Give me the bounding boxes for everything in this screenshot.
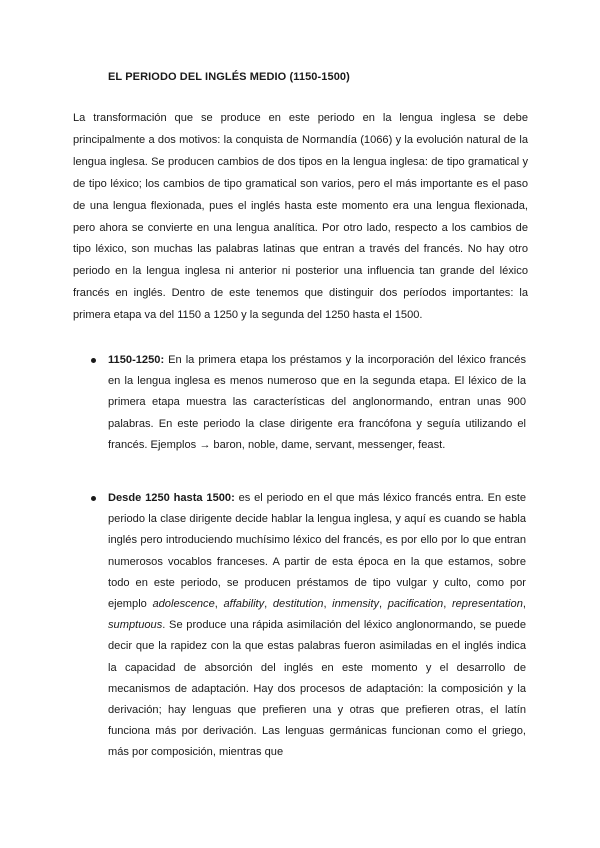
example-word: destitution: [272, 598, 324, 611]
separator: ,: [323, 598, 333, 611]
document-title: EL PERIODO DEL INGLÉS MEDIO (1150-1500): [108, 71, 350, 83]
example-word: sumptuous: [108, 619, 163, 632]
separator: ,: [522, 598, 526, 611]
example-word: pacification: [387, 598, 444, 611]
period-description-continued: . Se produce una rápida asimilación del léxico anglonormando, se puede decir que la rapidez con la que estas palabras fueron asimiladas en el inglés indica la capacidad de absorción del inglés en este momento y el desarrollo de mecanismos de adaptación. Hay dos procesos de adaptación: la composición y la derivación; hay lenguas que prefieren una y otras que prefieren otras, el latín funciona más por derivación. Las lenguas germánicas funcionan como el griego, más por composición, mientras que: [108, 619, 526, 759]
period-list: [108, 350, 526, 764]
bullet-dot-icon: [91, 358, 96, 363]
example-word: adolescence: [152, 598, 215, 611]
example-word: affability: [223, 598, 265, 611]
bullet-dot-icon: [91, 496, 96, 501]
separator: ,: [264, 598, 273, 611]
intro-paragraph: La transformación que se produce en este periodo en la lengua inglesa se debe principalmente a dos motivos: la conquista de Normandía (1066) y la evolución natural de la lengua inglesa. Se producen cambios de dos tipos en la lengua inglesa: de tipo gramatical y de tipo léxico; los cambios de tipo gramatical son varios, pero el más importante es el paso de una lengua flexionada, pues el inglés hasta este momento era una lengua flexionada, pero ahora se convierte en una lengua analítica. Por otro lado, respecto a los cambios de tipo léxico, son muchas las palabras latinas que entran a través del francés. No hay otro periodo en la lengua inglesa ni anterior ni posterior una influencia tan grande del léxico francés en inglés. Dentro de este tenemos que distinguir dos períodos importantes: la primera etapa va del 1150 a 1250 y la segunda del 1250 hasta el 1500.: [73, 112, 528, 322]
period-heading: Desde 1250 hasta 1500:: [108, 492, 235, 505]
separator: ,: [443, 598, 452, 611]
separator: ,: [379, 598, 388, 611]
separator: ,: [214, 598, 224, 611]
example-word: inmensity: [332, 598, 380, 611]
list-item-period-1250-1500: [108, 488, 526, 764]
list-item-period-1150-1250: [108, 350, 526, 456]
example-word: representation: [451, 598, 523, 611]
period-heading: 1150-1250:: [108, 354, 165, 366]
period-description: es el periodo en el que más léxico francés entra. En este periodo la clase dirigente decide hablar la lengua inglesa, y aquí es cuando se habla inglés pero introduciendo muchísimo léxico del francés, es por ello por lo que entran numerosos vocablos franceses. A partir de esta época en la que estamos, sobre todo en este periodo, se producen préstamos de tipo vulgar y culto, como por ejemplo: [108, 492, 527, 611]
period-description: En la primera etapa los préstamos y la incorporación del léxico francés en la lengua inglesa es menos numeroso que en la segunda etapa. El léxico de la primera etapa muestra las características del anglonormando, entran unas 900 palabras. En este periodo la clase dirigente era francófona y seguía utilizando el francés. Ejemplos → baron, noble, dame, servant, messenger, feast.: [108, 354, 526, 451]
